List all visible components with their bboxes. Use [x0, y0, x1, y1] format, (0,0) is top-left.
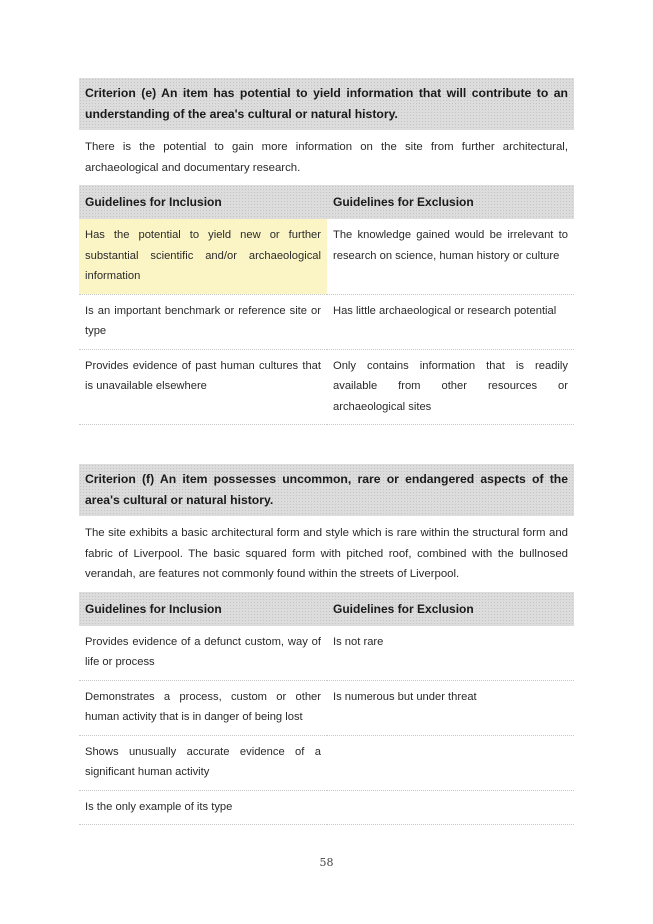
exclusion-cell: Only contains information that is readily available from other resources or archaeological sites	[327, 349, 574, 425]
table-row	[79, 735, 574, 790]
table-row	[79, 294, 574, 349]
inclusion-cell: Is an important benchmark or reference site or type	[79, 294, 327, 349]
criterion-e-guidelines-table	[79, 185, 574, 425]
exclusion-header: Guidelines for Exclusion	[333, 601, 474, 616]
inclusion-cell: Is the only example of its type	[79, 790, 327, 825]
criterion-e-statement: There is the potential to gain more information on the site from further architectural, archaeological and documentary research.	[85, 141, 568, 174]
inclusion-header: Guidelines for Inclusion	[85, 601, 222, 616]
exclusion-header: Guidelines for Exclusion	[333, 195, 474, 209]
criterion-f-section	[79, 464, 574, 825]
exclusion-cell: The knowledge gained would be irrelevant to research on science, human history or culture	[327, 219, 574, 294]
exclusion-cell: Is numerous but under threat	[327, 680, 574, 735]
table-row	[79, 219, 574, 294]
inclusion-cell: Provides evidence of a defunct custom, way of life or process	[79, 626, 327, 681]
document-page	[79, 78, 574, 825]
inclusion-cell-highlighted: Has the potential to yield new or further substantial scientific and/or archaeological information	[79, 219, 327, 294]
table-row	[79, 680, 574, 735]
table-header-row	[79, 592, 574, 626]
table-row	[79, 626, 574, 681]
table-row	[79, 349, 574, 425]
table-row	[79, 790, 574, 825]
inclusion-header: Guidelines for Inclusion	[85, 195, 222, 209]
inclusion-cell: Shows unusually accurate evidence of a significant human activity	[79, 735, 327, 790]
exclusion-cell	[327, 790, 574, 825]
criterion-f-guidelines-table	[79, 592, 574, 826]
exclusion-cell: Is not rare	[327, 626, 574, 681]
inclusion-cell: Provides evidence of past human cultures that is unavailable elsewhere	[79, 349, 327, 425]
criterion-f-heading: Criterion (f) An item possesses uncommon, rare or endangered aspects of the area's cultural or natural history.	[79, 464, 574, 516]
table-header-row	[79, 185, 574, 219]
criterion-e-heading: Criterion (e) An item has potential to yield information that will contribute to an understanding of the area's cultural or natural history.	[79, 78, 574, 130]
criterion-f-statement: The site exhibits a basic architectural form and style which is rare within the structural form and fabric of Liverpool. The basic squared form with pitched roof, combined with the bullnosed verandah, are features not commonly found within the streets of Liverpool.	[85, 527, 568, 580]
exclusion-cell: Has little archaeological or research potential	[327, 294, 574, 349]
criterion-e-section	[79, 78, 574, 425]
page-number: 58	[319, 856, 334, 869]
exclusion-cell	[327, 735, 574, 790]
inclusion-cell: Demonstrates a process, custom or other human activity that is in danger of being lost	[79, 680, 327, 735]
